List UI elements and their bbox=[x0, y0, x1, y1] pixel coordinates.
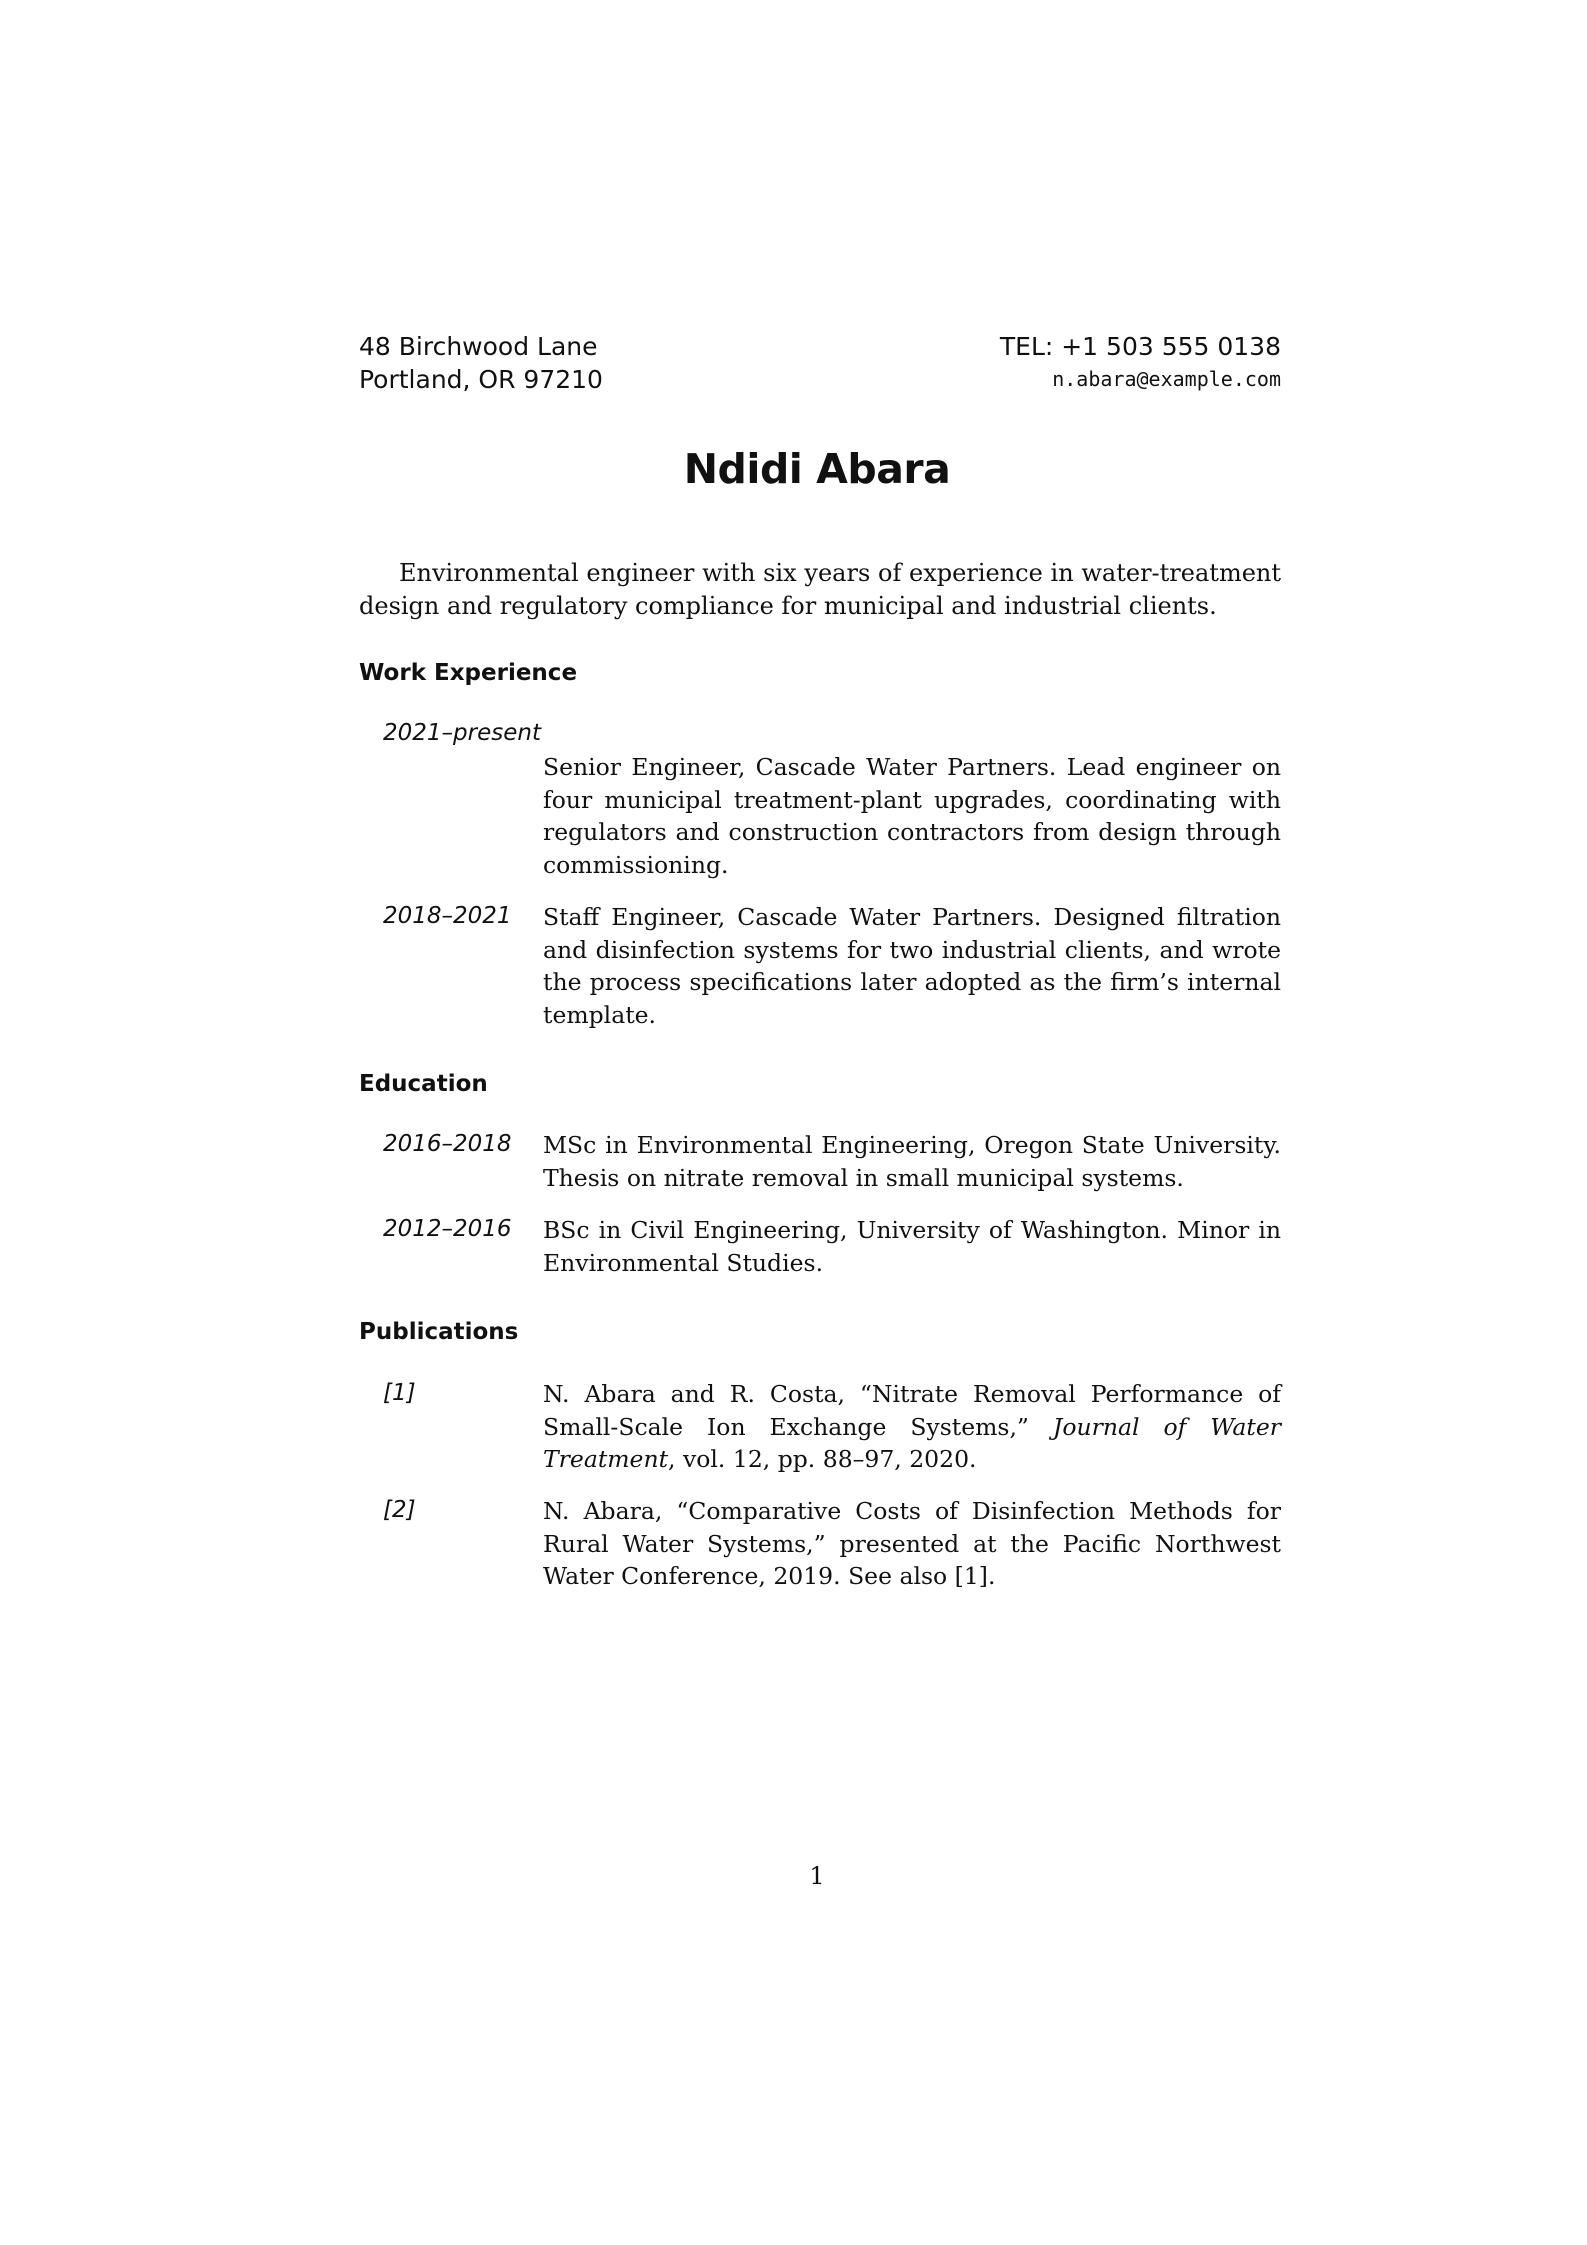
publication-entry-2: N. Abara, “Comparative Costs of Disinfection Methods for Rural Water Systems,” presented at the Pacific Northwest Water Conference, 2019. See also [1]. bbox=[543, 1497, 1281, 1590]
section-title-work: Work Experience bbox=[359, 660, 578, 686]
section-title-publications: Publications bbox=[359, 1319, 519, 1345]
work-date-1: 2021–present bbox=[383, 720, 541, 746]
education-date-1: 2016–2018 bbox=[383, 1131, 512, 1157]
publication-1-journal: Journal of Water Treatment bbox=[543, 1412, 1282, 1473]
contact-block bbox=[1000, 330, 1281, 396]
work-entry-2: Staff Engineer, Cascade Water Partners. Designed filtration and disinfection systems for two industrial clients, and wrote the process specifications later adopted as the firm’s internal template. bbox=[543, 903, 1281, 1029]
section-title-education: Education bbox=[359, 1071, 488, 1097]
publication-label-2: [2] bbox=[383, 1497, 416, 1523]
education-entry-1: MSc in Environmental Engineering, Oregon State University. Thesis on nitrate removal in small municipal systems. bbox=[543, 1131, 1281, 1192]
publication-entry-1 bbox=[543, 1378, 1281, 1476]
publication-1-details: , vol. 12, pp. 88–97, 2020. bbox=[668, 1445, 977, 1473]
publication-label-1: [1] bbox=[383, 1380, 416, 1406]
education-date-2: 2012–2016 bbox=[383, 1216, 512, 1242]
publication-1-authors-title: N. Abara and R. Costa, “Nitrate Removal Performance of Small-Scale Ion Exchange Systems,” bbox=[543, 1380, 1281, 1441]
summary-paragraph: Environmental engineer with six years of experience in water-treatment design and regulatory compliance for municipal and industrial clients. bbox=[359, 559, 1281, 620]
address-block bbox=[359, 330, 603, 396]
address-line-2: Portland, OR 97210 bbox=[359, 365, 603, 394]
phone-number: TEL: +1 503 555 0138 bbox=[999, 332, 1281, 361]
address-line-1: 48 Birchwood Lane bbox=[359, 332, 598, 361]
person-name: Ndidi Abara bbox=[683, 445, 951, 493]
education-entry-2: BSc in Civil Engineering, University of Washington. Minor in Environmental Studies. bbox=[543, 1216, 1281, 1277]
email-address: n.abara@example.com bbox=[1052, 367, 1281, 391]
work-entry-1: Senior Engineer, Cascade Water Partners. Lead engineer on four municipal treatment-plant upgrades, coordinating with regulators and construction contractors from design through commissioning. bbox=[543, 753, 1281, 879]
work-date-2: 2018–2021 bbox=[383, 903, 512, 929]
page-number: 1 bbox=[809, 1862, 825, 1890]
